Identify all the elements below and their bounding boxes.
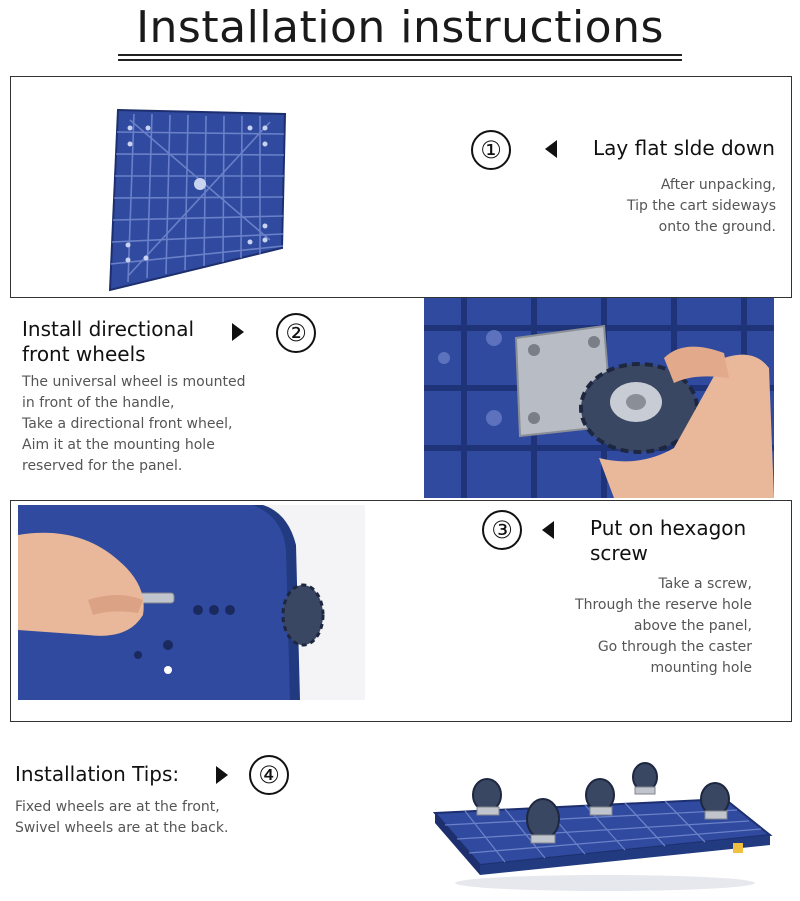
step-4-title: Installation Tips: [15, 762, 180, 786]
step-4-description: Fixed wheels are at the front, Swivel wheels are at the back. [15, 799, 229, 836]
pallet-flat-photo [100, 100, 300, 300]
step-1-description: After unpacking, Tip the cart sideways onto the ground. [626, 177, 776, 235]
step-1-number-badge: ① [471, 130, 511, 170]
step-1-title: Lay flat slde down [593, 136, 775, 160]
page-title: Installation instructions [136, 2, 664, 53]
step-1-arrow-icon [545, 140, 557, 158]
wheel-mounting-photo [424, 298, 774, 498]
title-underline-double [118, 59, 682, 61]
step-3-description: Take a screw, Through the reserve hole above the panel, Go through the caster mounting hole [575, 576, 752, 676]
step-4-arrow-icon [216, 766, 228, 784]
step-2-number-badge: ② [276, 313, 316, 353]
step-4-number-badge: ④ [249, 755, 289, 795]
step-2-title: Install directional front wheels [22, 317, 195, 366]
step-2-arrow-icon [232, 323, 244, 341]
title-underline [118, 54, 682, 56]
step-3-number-badge: ③ [482, 510, 522, 550]
assembled-cart-photo [425, 735, 775, 895]
step-2-description: The universal wheel is mounted in front of the handle, Take a directional front wheel, Aim it at the mounting hole reserved for the panel. [22, 374, 246, 474]
step-3-arrow-icon [542, 521, 554, 539]
step-3-title: Put on hexagon screw [590, 516, 747, 565]
hexagon-screw-photo [18, 505, 365, 700]
